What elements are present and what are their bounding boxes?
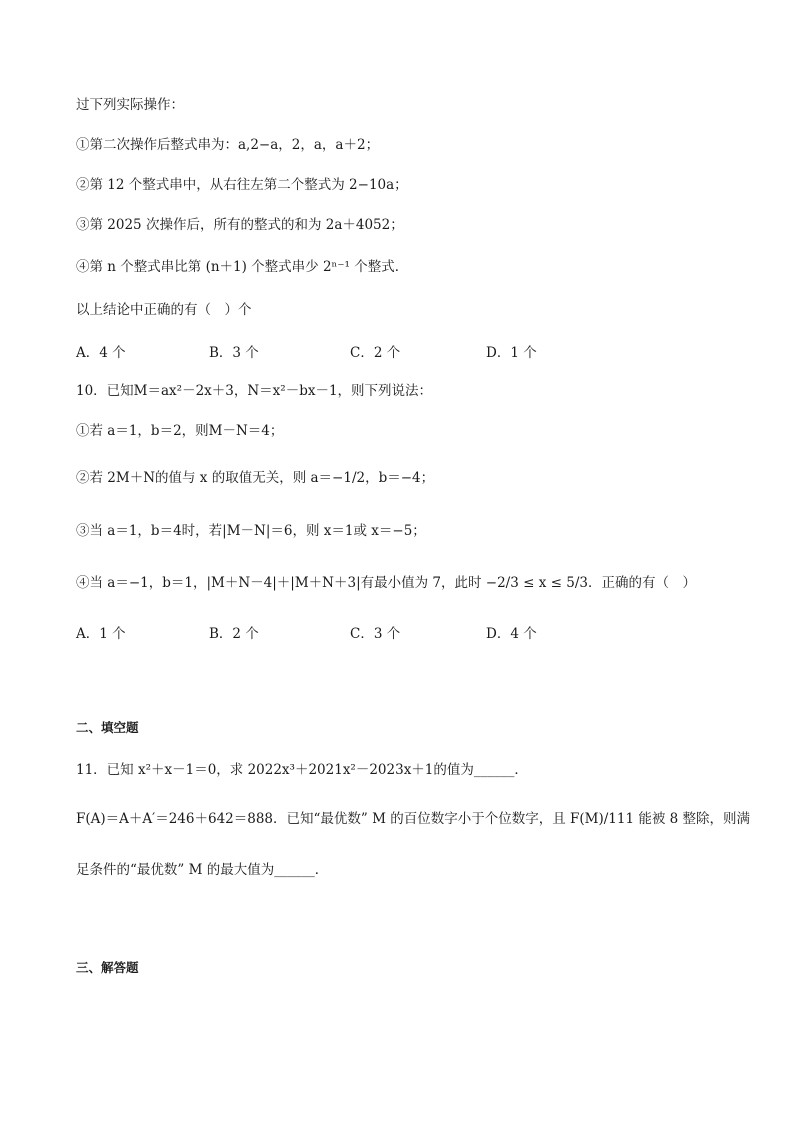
q9-option-d: D．1 个 xyxy=(486,345,537,361)
q9-statement-1: ①第二次操作后整式串为：a,2−a，2，a，a＋2； xyxy=(76,137,380,153)
q10-statement-2: ②若 2M＋N的值与 x 的取值无关，则 a＝−1/2，b＝−4； xyxy=(76,470,435,486)
q9-intro: 过下列实际操作： xyxy=(76,97,184,113)
q10-option-b: B．2 个 xyxy=(209,626,259,642)
q10-stem: 10．已知M＝ax²－2x＋3，N＝x²－bx－1，则下列说法： xyxy=(76,383,433,399)
q10-option-d: D．4 个 xyxy=(486,626,537,642)
q9-statement-4: ④第 n 个整式串比第 (n＋1) 个整式串少 2ⁿ⁻¹ 个整式． xyxy=(76,259,409,275)
q10-options xyxy=(76,622,696,642)
q10-statement-4: ④当 a＝−1，b＝1，|M＋N－4|＋|M＋N＋3|有最小值为 7，此时 −2/3 ≤ x ≤ 5/3．正确的有（ ） xyxy=(76,575,696,591)
section-heading-solutions: 三、解答题 xyxy=(76,960,139,975)
section-heading-fill-in: 二、填空题 xyxy=(76,720,139,735)
q12-line-1: F(A)＝A＋A′＝246＋642＝888．已知“最优数” M 的百位数字小于个位数字，且 F(M)/111 能被 8 整除，则满 xyxy=(76,811,751,827)
q9-option-c: C．2 个 xyxy=(350,345,401,361)
q9-statement-2: ②第 12 个整式串中，从右往左第二个整式为 2−10a； xyxy=(76,177,408,193)
q9-option-a: A．4 个 xyxy=(76,345,126,361)
q9-statement-3: ③第 2025 次操作后，所有的整式的和为 2a＋4052； xyxy=(76,217,404,233)
q10-option-a: A．1 个 xyxy=(76,626,126,642)
q9-question: 以上结论中正确的有（ ）个 xyxy=(76,302,252,318)
q9-option-b: B．3 个 xyxy=(209,345,259,361)
q10-statement-1: ①若 a＝1，b＝2，则M－N＝4； xyxy=(76,423,284,439)
q10-statement-3: ③当 a＝1，b＝4时，若|M－N|＝6，则 x＝1或 x＝−5； xyxy=(76,523,426,539)
problem-11: 11．已知 x²＋x－1＝0，求 2022x³＋2021x²－2023x＋1的值为______． xyxy=(76,762,528,778)
q12-line-2: 足条件的“最优数” M 的最大值为______． xyxy=(76,862,329,878)
q9-options xyxy=(76,341,696,361)
q10-option-c: C．3 个 xyxy=(350,626,401,642)
